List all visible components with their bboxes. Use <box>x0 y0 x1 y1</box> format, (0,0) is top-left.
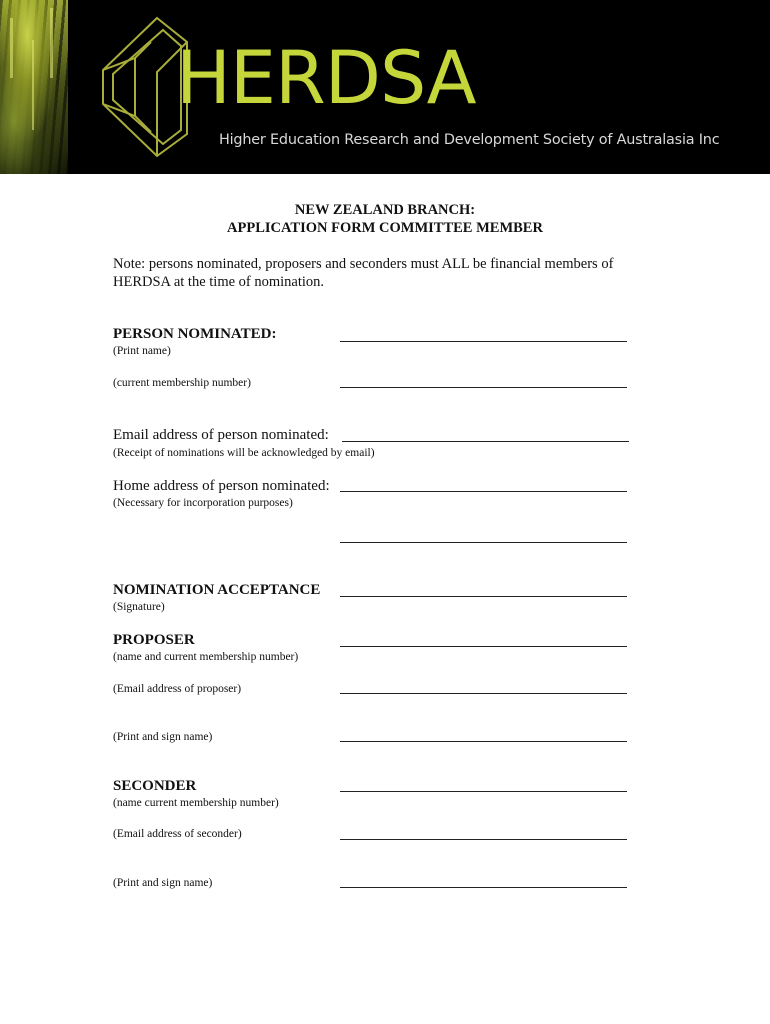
membership-number-label: (current membership number) <box>113 377 251 389</box>
home-address-field-2[interactable] <box>340 542 627 543</box>
proposer-email-label: (Email address of proposer) <box>113 683 242 695</box>
seconder-email-label: (Email address of seconder) <box>113 828 242 840</box>
home-address-hint: (Necessary for incorporation purposes) <box>113 497 293 509</box>
seconder-email-field[interactable] <box>340 839 627 840</box>
proposer-email-field[interactable] <box>340 693 627 694</box>
seconder-sign-label: (Print and sign name) <box>113 877 213 889</box>
header-photo <box>0 0 68 174</box>
herdsa-subtitle: Higher Education Research and Development Society of Australasia Inc <box>219 132 720 148</box>
person-name-field[interactable] <box>340 341 627 342</box>
seconder-label: SECONDER <box>113 778 197 794</box>
header-banner <box>0 0 770 174</box>
membership-number-field[interactable] <box>340 387 627 388</box>
photo-highlight <box>50 8 53 78</box>
signature-hint: (Signature) <box>113 601 165 613</box>
photo-highlight <box>32 40 34 130</box>
proposer-sign-label: (Print and sign name) <box>113 731 213 743</box>
signature-field[interactable] <box>340 596 627 597</box>
form-title: APPLICATION FORM COMMITTEE MEMBER <box>227 220 543 236</box>
home-address-field[interactable] <box>340 491 627 492</box>
note-line-2: HERDSA at the time of nomination. <box>113 274 325 290</box>
proposer-hint: (name and current membership number) <box>113 651 299 663</box>
home-address-label: Home address of person nominated: <box>113 478 330 494</box>
note-line-1: Note: persons nominated, proposers and seconders must ALL be financial members of <box>113 256 614 272</box>
proposer-name-field[interactable] <box>340 646 627 647</box>
seconder-sign-field[interactable] <box>340 887 627 888</box>
herdsa-wordmark: HERDSA <box>176 36 476 121</box>
nomination-acceptance-label: NOMINATION ACCEPTANCE <box>113 582 321 598</box>
email-field[interactable] <box>342 441 629 442</box>
proposer-label: PROPOSER <box>113 632 195 648</box>
form-title-branch: NEW ZEALAND BRANCH: <box>294 202 476 218</box>
email-label: Email address of person nominated: <box>113 427 329 443</box>
person-nominated-label: PERSON NOMINATED: <box>113 326 277 342</box>
proposer-sign-field[interactable] <box>340 741 627 742</box>
seconder-name-field[interactable] <box>340 791 627 792</box>
photo-highlight <box>10 18 13 78</box>
email-hint: (Receipt of nominations will be acknowledged by email) <box>113 447 375 459</box>
seconder-hint: (name current membership number) <box>113 797 279 809</box>
print-name-hint: (Print name) <box>113 345 171 357</box>
